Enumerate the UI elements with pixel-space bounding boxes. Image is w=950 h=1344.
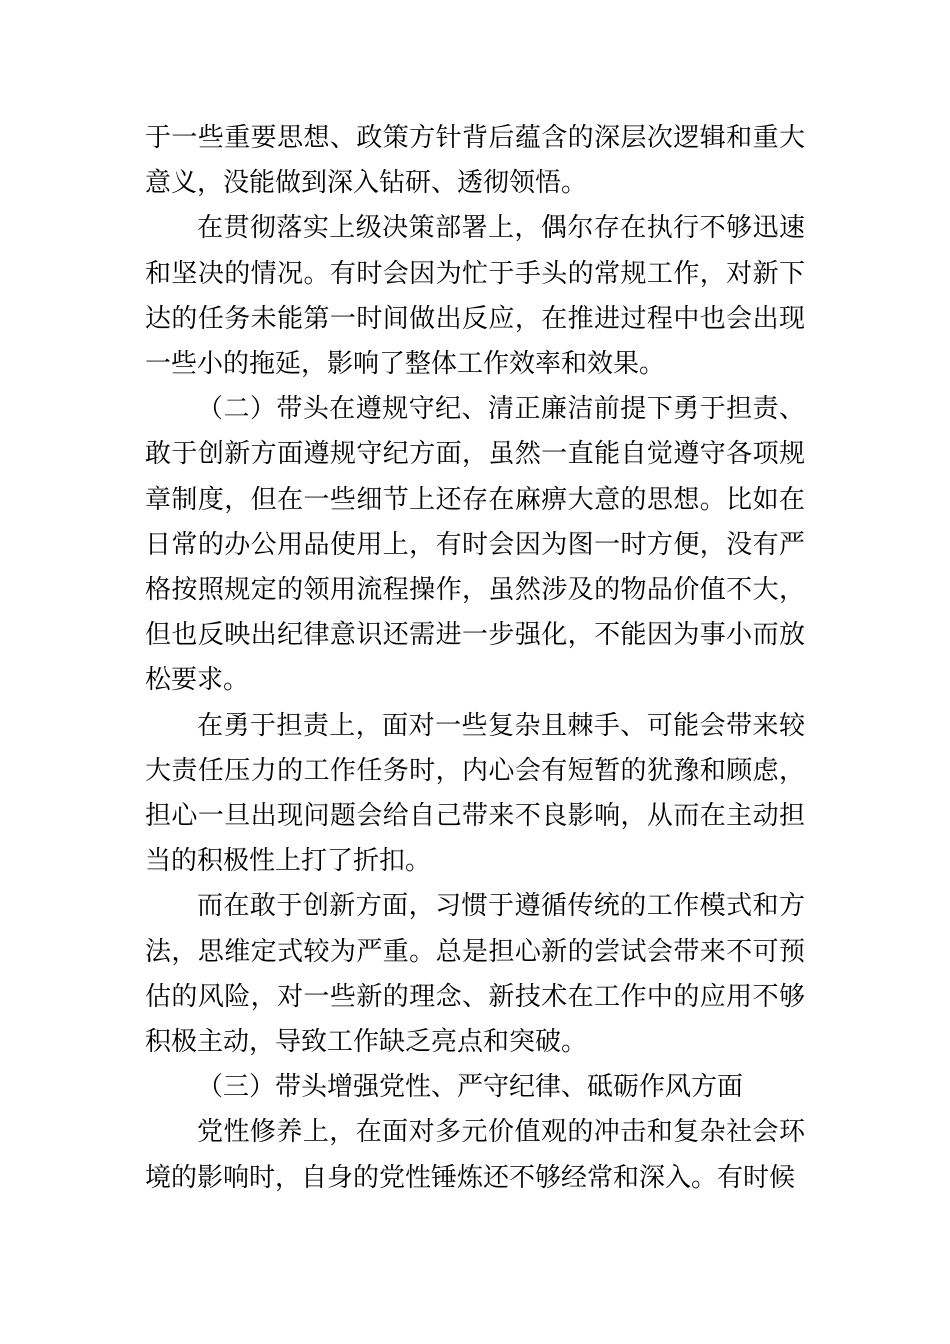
paragraph-section-two: （二）带头在遵规守纪、清正廉洁前提下勇于担责、敢于创新方面遵规守纪方面，虽然一直能自觉遵守各项规章制度，但在一些细节上还存在麻痹大意的思想。比如在日常的办公用品使用上，有时会因为图一时方便，没有严格按照规定的领用流程操作，虽然涉及的物品价值不大，但也反映出纪律意识还需进一步强化，不能因为事小而放松要求。 [145,394,805,696]
paragraph-continuation: 于一些重要思想、政策方针背后蕴含的深层次逻辑和重大意义，没能做到深入钻研、透彻领悟。 [145,123,805,199]
paragraph-implementation: 在贯彻落实上级决策部署上，偶尔存在执行不够迅速和坚决的情况。有时会因为忙于手头的常规工作，对新下达的任务未能第一时间做出反应，在推进过程中也会出现一些小的拖延，影响了整体工作效率和效果。 [145,213,805,380]
document-body [145,116,805,1201]
paragraph-innovation: 而在敢于创新方面，习惯于遵循传统的工作模式和方法，思维定式较为严重。总是担心新的尝试会带来不可预估的风险，对一些新的理念、新技术在工作中的应用不够积极主动，导致工作缺乏亮点和突破。 [145,891,805,1058]
section-heading-three: （三）带头增强党性、严守纪律、砥砺作风方面 [197,1072,744,1103]
paragraph-party-spirit: 党性修养上，在面对多元价值观的冲击和复杂社会环境的影响时，自身的党性锤炼还不够经常和深入。有时候 [145,1117,805,1193]
paragraph-responsibility: 在勇于担责上，面对一些复杂且棘手、可能会带来较大责任压力的工作任务时，内心会有短暂的犹豫和顾虑，担心一旦出现问题会给自己带来不良影响，从而在主动担当的积极性上打了折扣。 [145,710,805,877]
